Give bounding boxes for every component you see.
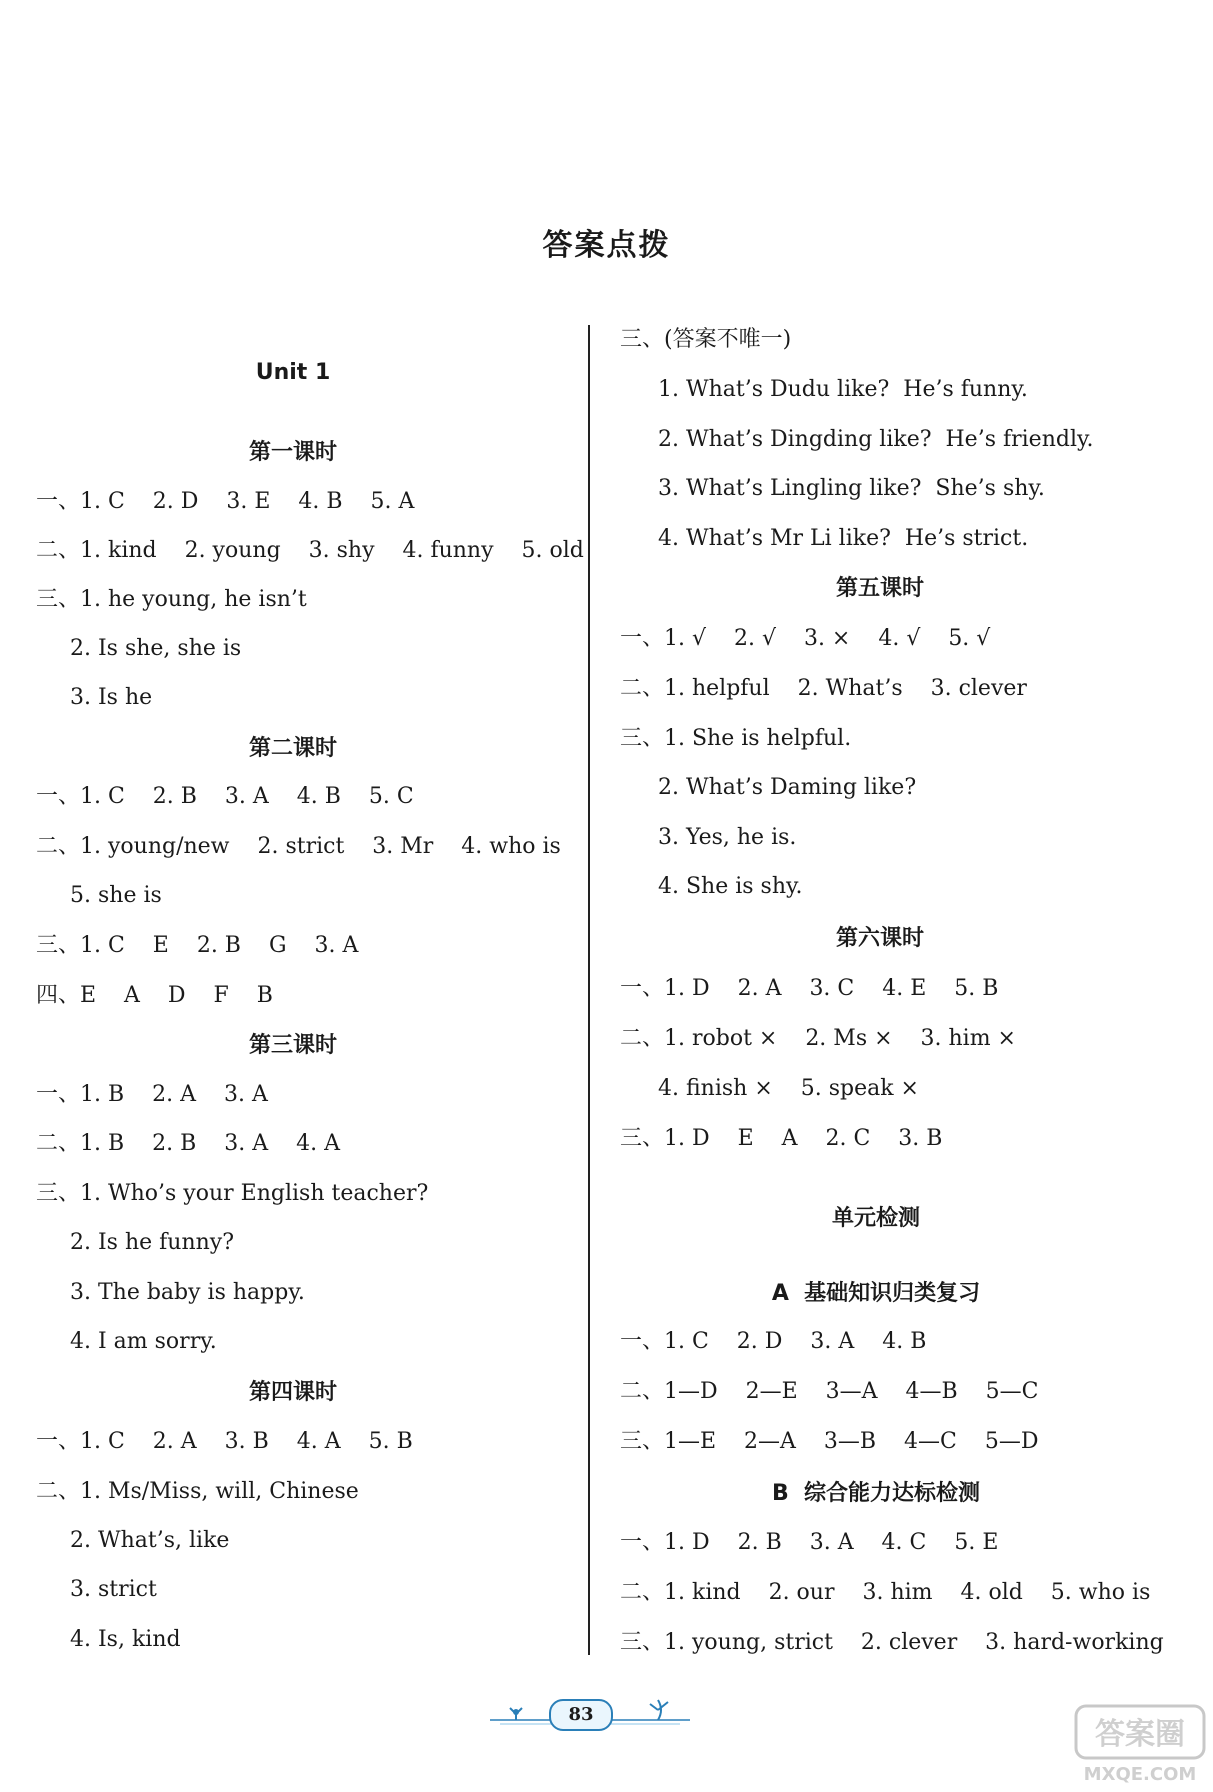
answer-line: 二、1. B 2. B 3. A 4. A	[36, 1131, 340, 1156]
svg-text:MXQE.COM: MXQE.COM	[1083, 1764, 1197, 1785]
unit-title: Unit 1	[255, 360, 331, 385]
answer-line: 一、1. √ 2. √ 3. × 4. √ 5. √	[620, 626, 991, 651]
answer-line: 一、1. D 2. B 3. A 4. C 5. E	[620, 1530, 999, 1555]
answer-line: 4. What’s Mr Li like? He’s strict.	[658, 526, 1029, 551]
answer-line: 3. The baby is happy.	[70, 1280, 305, 1305]
answer-line: 一、1. C 2. D 3. E 4. B 5. A	[36, 489, 415, 514]
unit-test-heading: 单元检测	[831, 1206, 921, 1231]
answer-line: 3. Yes, he is.	[658, 825, 797, 850]
answer-line: 4. Is, kind	[70, 1627, 181, 1652]
answer-line: 4. I am sorry.	[70, 1329, 217, 1354]
page-number: 83	[549, 1699, 613, 1731]
answer-line: 三、1. She is helpful.	[620, 726, 852, 751]
section-a-heading: A 基础知识归类复习	[771, 1281, 981, 1306]
answer-line: 三、(答案不唯一)	[620, 327, 792, 352]
answer-line: 2. What’s Daming like?	[658, 775, 917, 800]
answer-line: 二、1. kind 2. our 3. him 4. old 5. who is	[620, 1580, 1151, 1605]
answer-line: 三、1. C E 2. B G 3. A	[36, 933, 359, 958]
answer-line: 2. What’s Dingding like? He’s friendly.	[658, 427, 1094, 452]
lesson-1-heading: 第一课时	[248, 440, 338, 465]
lesson-5-heading: 第五课时	[835, 576, 925, 601]
answer-line: 2. Is he funny?	[70, 1230, 235, 1255]
answer-line: 二、1. kind 2. young 3. shy 4. funny 5. old	[36, 538, 584, 563]
answer-line: 三、1. Who’s your English teacher?	[36, 1181, 429, 1206]
answer-line: 二、1. Ms/Miss, will, Chinese	[36, 1479, 359, 1504]
answer-line: 一、1. C 2. A 3. B 4. A 5. B	[36, 1429, 413, 1454]
lesson-3-heading: 第三课时	[248, 1033, 338, 1058]
answer-line: 5. she is	[70, 883, 162, 908]
lesson-6-heading: 第六课时	[835, 926, 925, 951]
answer-line: 二、1. young/new 2. strict 3. Mr 4. who is	[36, 834, 561, 859]
answer-line: 一、1. B 2. A 3. A	[36, 1082, 268, 1107]
answer-line: 3. What’s Lingling like? She’s shy.	[658, 476, 1045, 501]
lesson-2-heading: 第二课时	[248, 736, 338, 761]
answer-line: 一、1. D 2. A 3. C 4. E 5. B	[620, 976, 999, 1001]
answer-line: 3. strict	[70, 1577, 157, 1602]
page-title: 答案点拨	[542, 228, 671, 263]
answer-line: 二、1. robot × 2. Ms × 3. him ×	[620, 1026, 1016, 1051]
answer-line: 4. finish × 5. speak ×	[658, 1076, 919, 1101]
answer-line: 二、1—D 2—E 3—A 4—B 5—C	[620, 1379, 1039, 1404]
answer-line: 三、1. young, strict 2. clever 3. hard-working	[620, 1630, 1164, 1655]
answer-line: 四、E A D F B	[36, 983, 273, 1008]
column-divider	[588, 325, 590, 1655]
answer-line: 一、1. C 2. D 3. A 4. B	[620, 1329, 927, 1354]
section-b-heading: B 综合能力达标检测	[771, 1481, 981, 1506]
answer-line: 三、1. he young, he isn’t	[36, 587, 307, 612]
watermark-logo	[1070, 1700, 1210, 1788]
lesson-4-heading: 第四课时	[248, 1380, 338, 1405]
answer-line: 三、1. D E A 2. C 3. B	[620, 1126, 943, 1151]
answer-line: 一、1. C 2. B 3. A 4. B 5. C	[36, 784, 414, 809]
svg-text:答案圈: 答案圈	[1095, 1717, 1185, 1752]
answer-line: 三、1—E 2—A 3—B 4—C 5—D	[620, 1429, 1039, 1454]
answer-line: 3. Is he	[70, 685, 153, 710]
answer-line: 1. What’s Dudu like? He’s funny.	[658, 377, 1028, 402]
answer-line: 二、1. helpful 2. What’s 3. clever	[620, 676, 1027, 701]
answer-line: 4. She is shy.	[658, 874, 803, 899]
answer-line: 2. What’s, like	[70, 1528, 230, 1553]
answer-line: 2. Is she, she is	[70, 636, 242, 661]
